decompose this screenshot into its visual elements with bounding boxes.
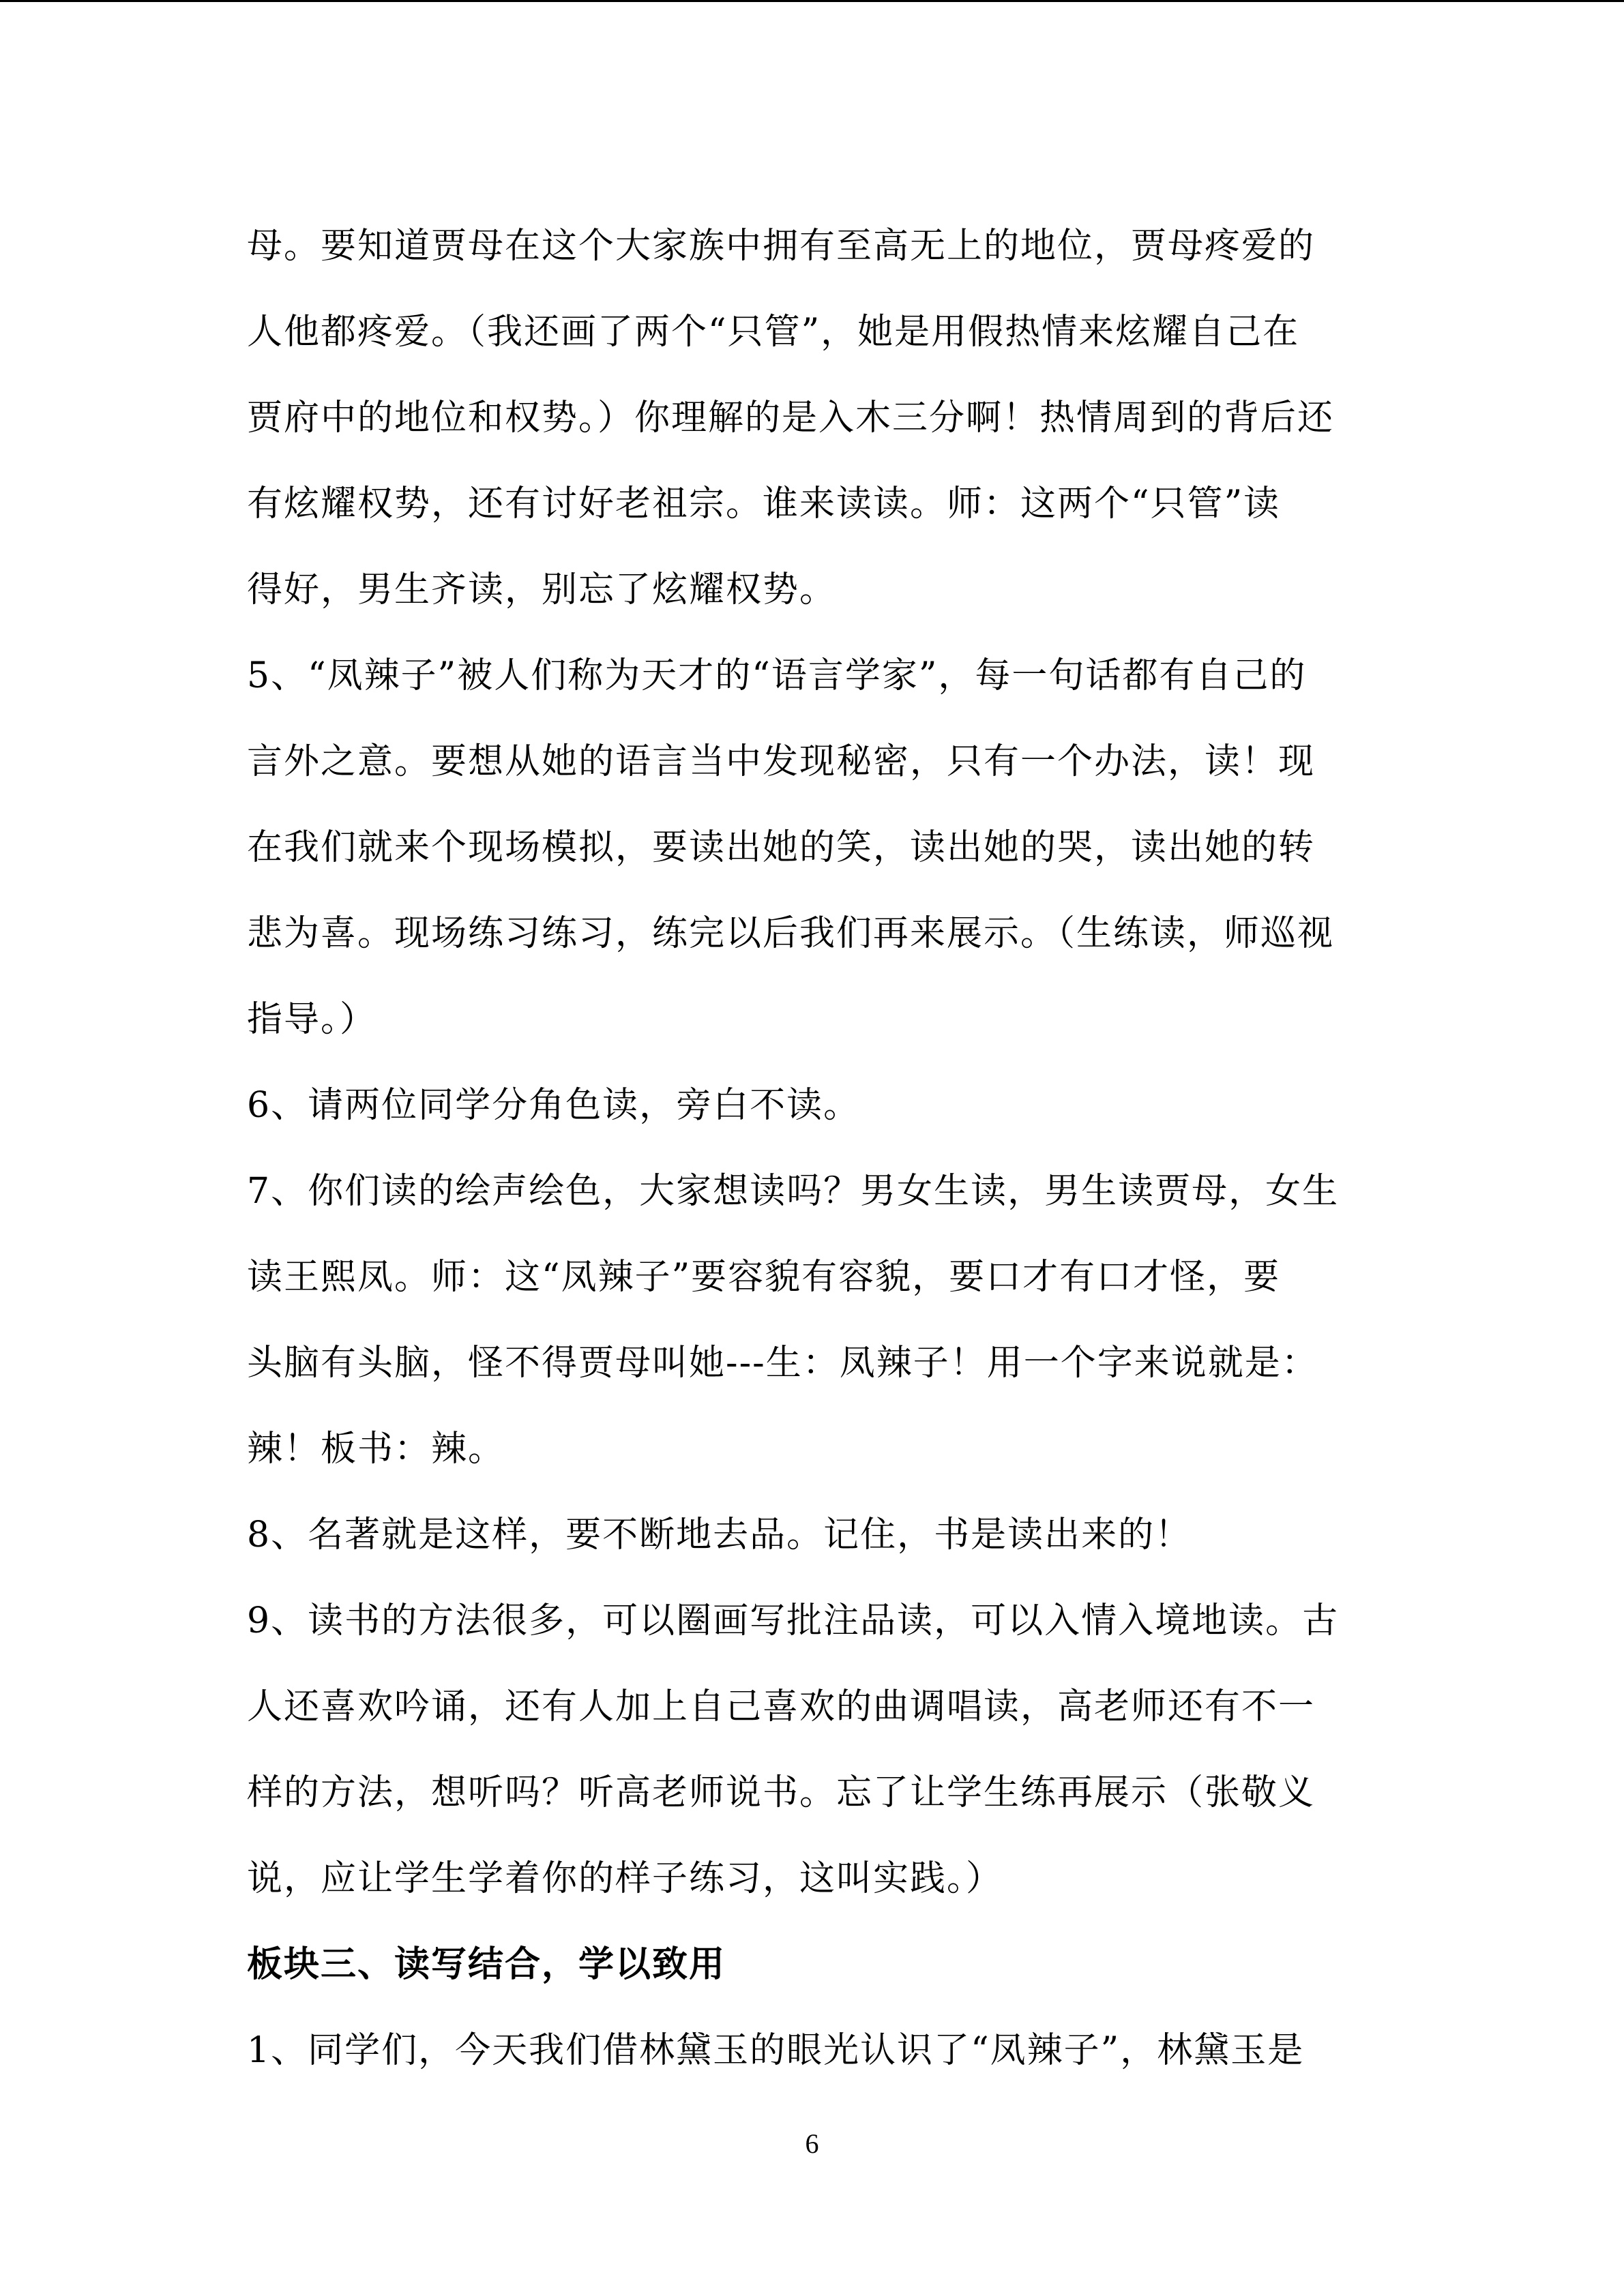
text-line: 5、“凤辣子”被人们称为天才的“语言学家”，每一句话都有自己的	[247, 655, 1307, 696]
text-line: 头脑有头脑，怪不得贾母叫她---生：凤辣子！用一个字来说就是：	[247, 1343, 1318, 1384]
text-line: 有炫耀权势，还有讨好老祖宗。谁来读读。师：这两个“只管”读	[247, 483, 1281, 524]
text-line: 8、名著就是这样，要不断地去品。记住，书是读出来的！	[247, 1515, 1192, 1555]
text-line: 6、请两位同学分角色读，旁白不读。	[247, 1085, 861, 1126]
text-line: 人他都疼爱。（我还画了两个“只管”，她是用假热情来炫耀自己在	[247, 312, 1300, 353]
text-line: 9、读书的方法很多，可以圈画写批注品读，可以入情入境地读。古	[247, 1600, 1340, 1641]
text-line: 说，应让学生学着你的样子练习，这叫实践。）	[247, 1858, 1003, 1899]
text-line: 得好，男生齐读，别忘了炫耀权势。	[247, 569, 837, 610]
page-number: 6	[805, 2128, 819, 2159]
text-line: 1、同学们，今天我们借林黛玉的眼光认识了“凤辣子”，林黛玉是	[247, 2030, 1305, 2071]
document-body	[247, 203, 1379, 2093]
text-line: 指导。）	[247, 999, 377, 1040]
text-line: 辣！板书：辣。	[247, 1429, 505, 1470]
text-line: 7、你们读的绘声绘色，大家想读吗？男女生读，男生读贾母，女生	[247, 1171, 1340, 1212]
text-line: 贾府中的地位和权势。）你理解的是入木三分啊！热情周到的背后还	[247, 398, 1335, 438]
text-line: 人还喜欢吟诵，还有人加上自己喜欢的曲调唱读，高老师还有不一	[247, 1686, 1316, 1727]
text-line: 在我们就来个现场模拟，要读出她的笑，读出她的哭，读出她的转	[247, 827, 1316, 868]
section-heading: 板块三、读写结合，学以致用	[247, 1943, 726, 1985]
text-line: 言外之意。要想从她的语言当中发现秘密，只有一个办法，读！现	[247, 741, 1316, 782]
text-line: 样的方法，想听吗？听高老师说书。忘了让学生练再展示（张敬义	[247, 1772, 1316, 1813]
text-line: 读王熙凤。师：这“凤辣子”要容貌有容貌，要口才有口才怪，要	[247, 1257, 1281, 1298]
text-line: 悲为喜。现场练习练习，练完以后我们再来展示。（生练读，师巡视	[247, 913, 1335, 954]
text-line: 母。要知道贾母在这个大家族中拥有至高无上的地位，贾母疼爱的	[247, 226, 1316, 267]
top-border-line	[0, 0, 1624, 2]
